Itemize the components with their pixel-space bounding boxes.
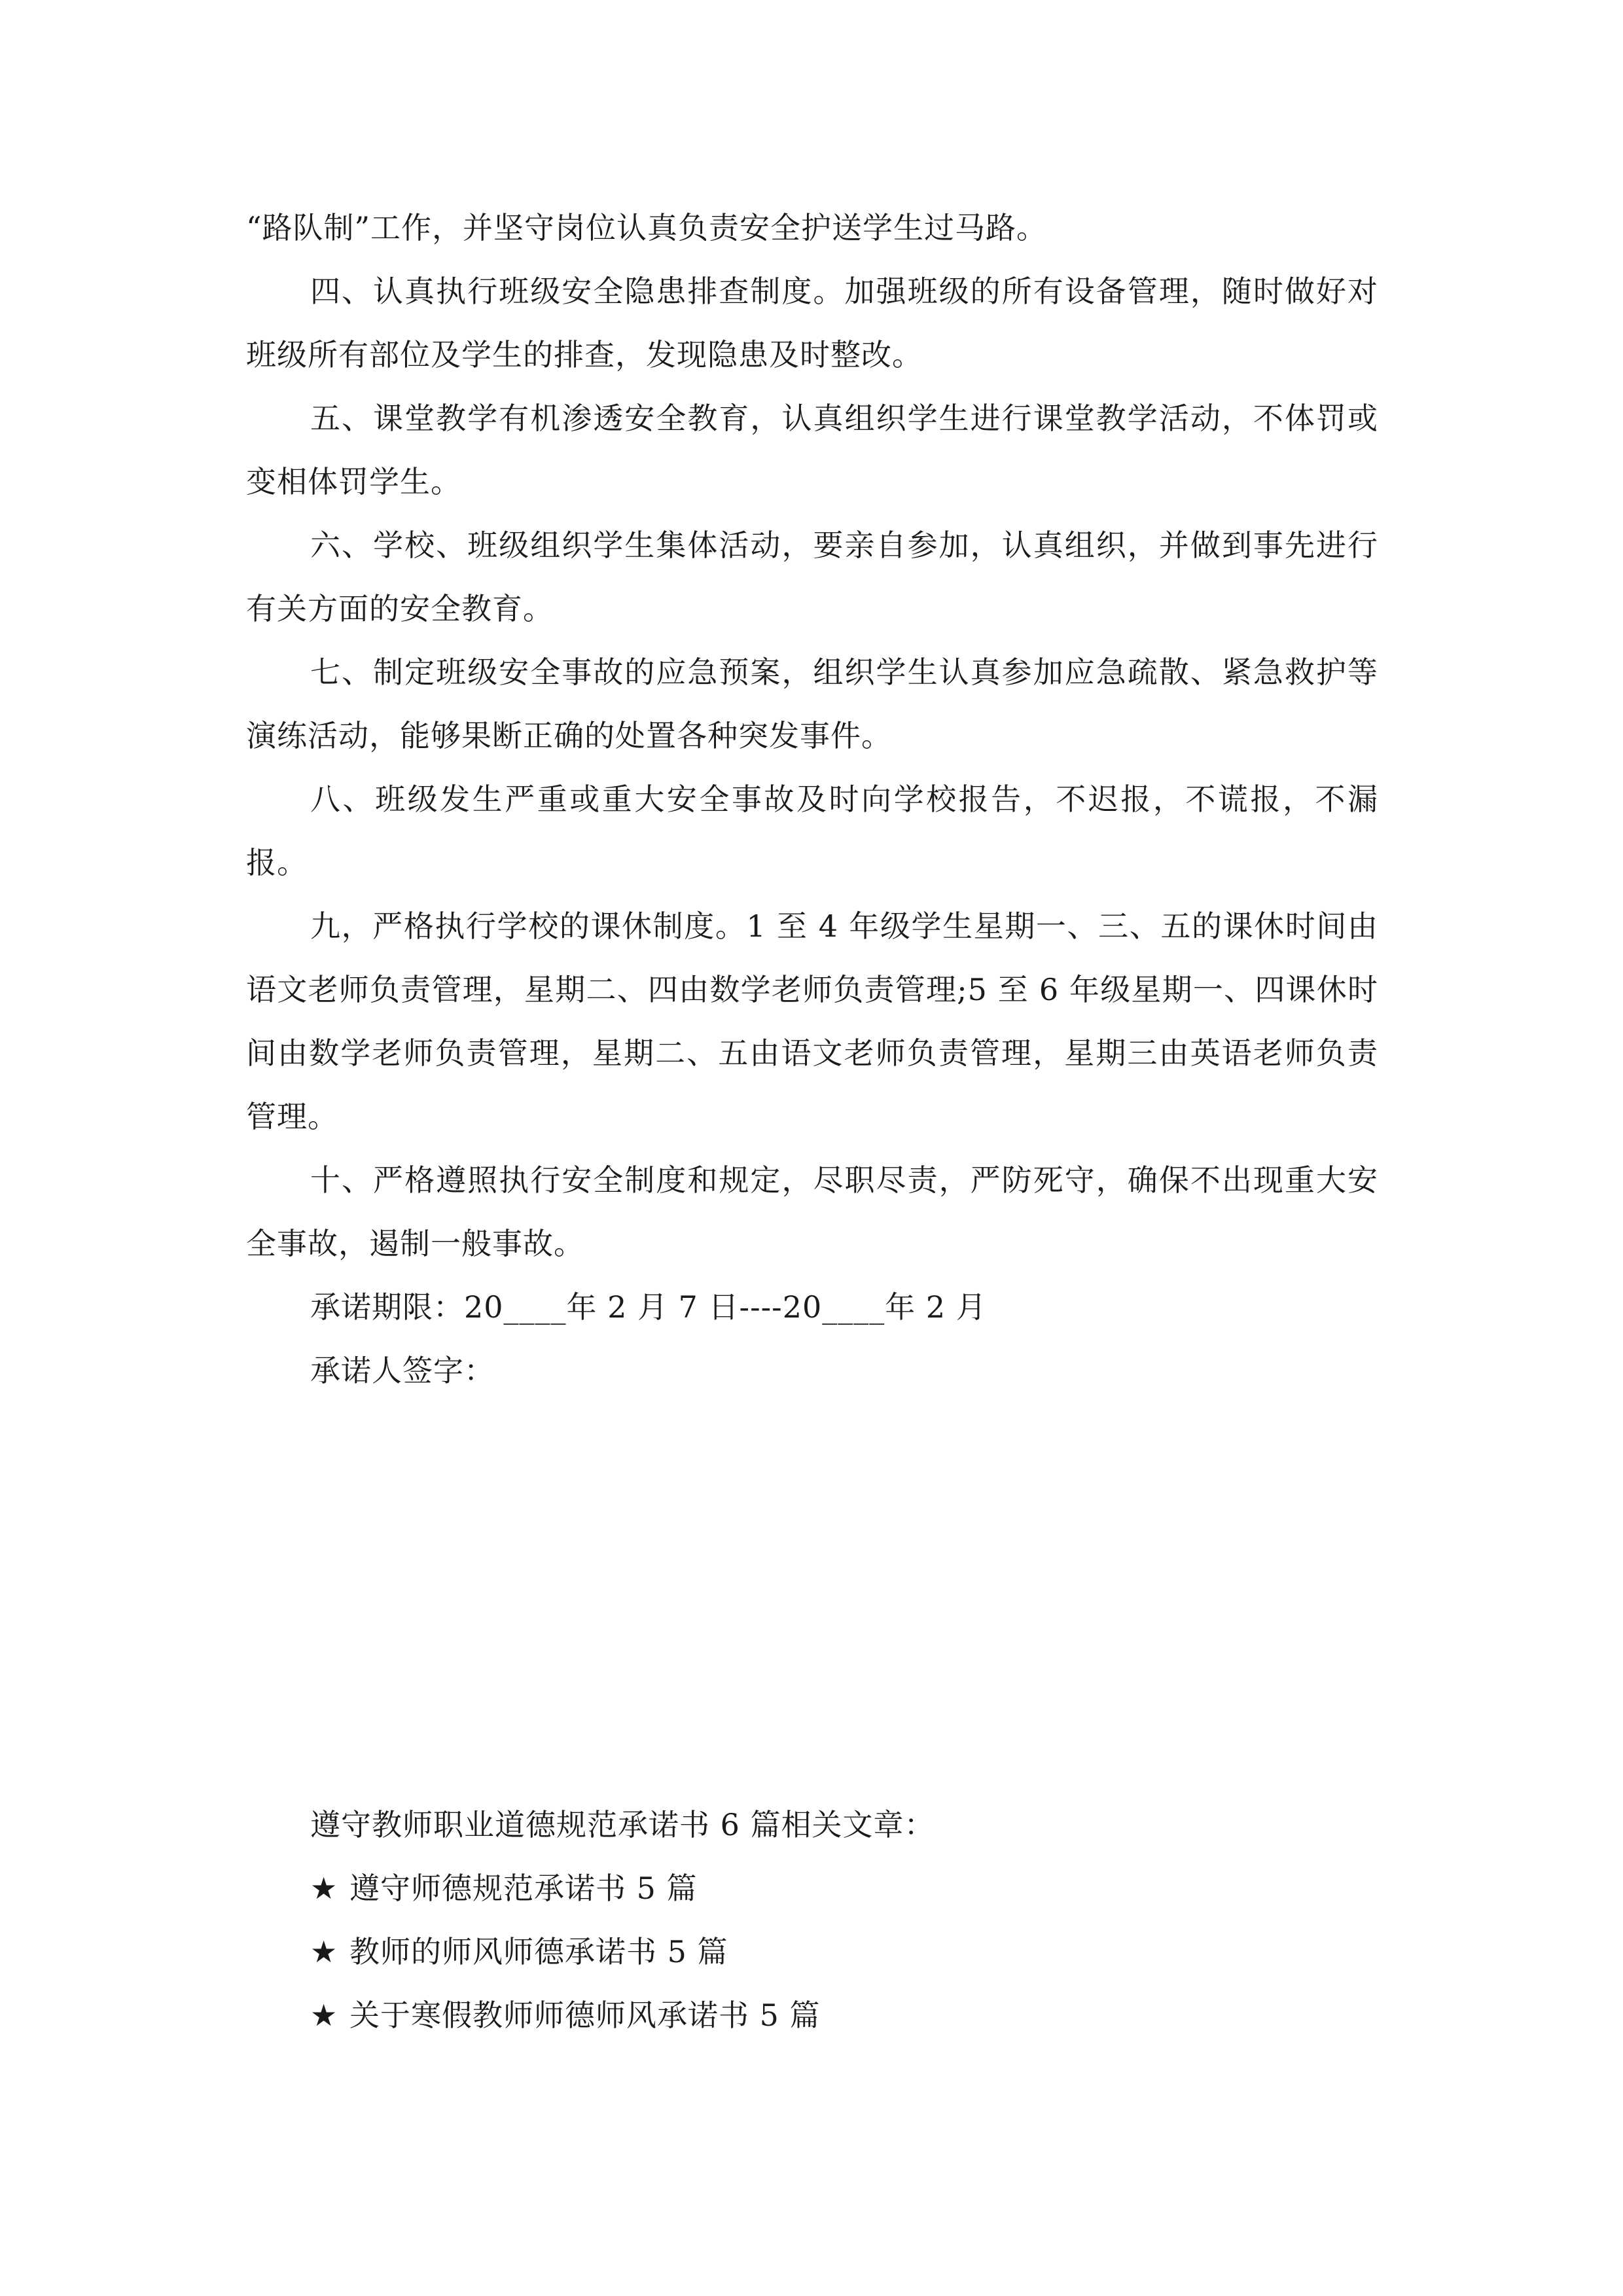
star-icon: ★: [310, 1998, 338, 2033]
paragraph-item-8: 八、班级发生严重或重大安全事故及时向学校报告，不迟报，不谎报，不漏报。: [246, 781, 1378, 880]
commitment-term-line: 承诺期限：20____年 2 月 7 日----20____年 2 月: [310, 1289, 987, 1325]
related-article-link[interactable]: [246, 1920, 1378, 1984]
related-article-link[interactable]: [246, 1984, 1378, 2047]
related-article-link[interactable]: [246, 1857, 1378, 1920]
related-article-title[interactable]: 遵守师德规范承诺书 5 篇: [349, 1871, 698, 1906]
star-icon: ★: [310, 1871, 338, 1906]
paragraph-route-team: “路队制”工作，并坚守岗位认真负责安全护送学生过马路。: [246, 210, 1048, 245]
document-body: [246, 196, 1378, 1403]
star-icon: ★: [310, 1934, 338, 1969]
related-article-title[interactable]: 教师的师风师德承诺书 5 篇: [349, 1934, 728, 1969]
paragraph-item-4: 四、认真执行班级安全隐患排查制度。加强班级的所有设备管理，随时做好对班级所有部位及学生的排查，发现隐患及时整改。: [246, 274, 1378, 372]
related-article-title[interactable]: 关于寒假教师师德师风承诺书 5 篇: [349, 1998, 821, 2033]
paragraph-item-9: 九，严格执行学校的课休制度。1 至 4 年级学生星期一、三、五的课休时间由语文老师负责管理，星期二、四由数学老师负责管理;5 至 6 年级星期一、四课休时间由数学老师负责管理，星期二、五由语文老师负责管理，星期三由英语老师负责管理。: [246, 908, 1378, 1134]
signature-line: 承诺人签字：: [310, 1353, 495, 1388]
paragraph-item-5: 五、课堂教学有机渗透安全教育，认真组织学生进行课堂教学活动，不体罚或变相体罚学生。: [246, 401, 1378, 499]
paragraph-item-7: 七、制定班级安全事故的应急预案，组织学生认真参加应急疏散、紧急救护等演练活动，能够果断正确的处置各种突发事件。: [246, 655, 1378, 753]
paragraph-item-10: 十、严格遵照执行安全制度和规定，尽职尽责，严防死守，确保不出现重大安全事故，遏制一般事故。: [246, 1162, 1378, 1261]
related-articles: [246, 1793, 1378, 2047]
related-articles-heading: 遵守教师职业道德规范承诺书 6 篇相关文章：: [310, 1807, 935, 1842]
paragraph-item-6: 六、学校、班级组织学生集体活动，要亲自参加，认真组织，并做到事先进行有关方面的安全教育。: [246, 528, 1378, 626]
